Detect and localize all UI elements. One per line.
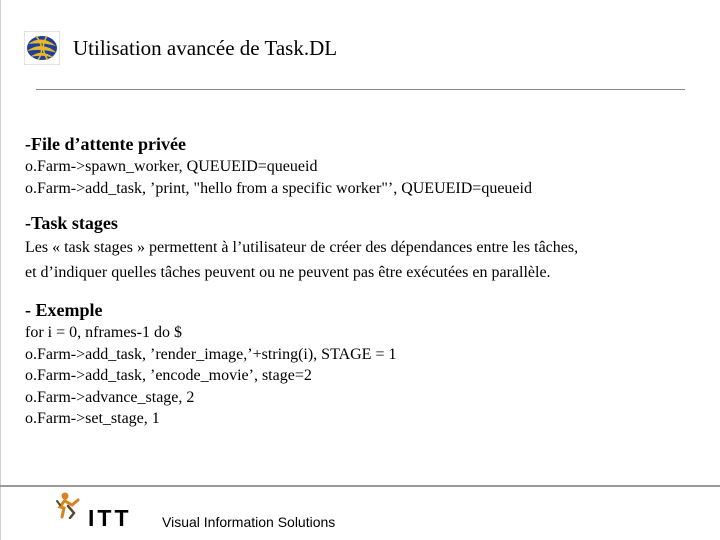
section-private-queue [25, 132, 700, 199]
itt-figure-logo-icon [56, 491, 82, 519]
section-task-stages [25, 211, 700, 285]
section-example [25, 298, 700, 430]
slide-body [25, 132, 700, 430]
section-heading: - Exemple [25, 300, 103, 320]
slide-border [0, 0, 1, 540]
paragraph-line: Les « task stages » permettent à l’utilisateur de créer des dépendances entre les tâches, [25, 239, 579, 256]
code-line: o.Farm->add_task, ’render_image,’+string(i), STAGE = 1 [25, 345, 397, 363]
brand-tagline: Visual Information Solutions [162, 514, 336, 530]
code-line: o.Farm->add_task, ’encode_movie’, stage=2 [25, 367, 312, 384]
code-line: for i = 0, nframes-1 do $ [25, 324, 182, 341]
code-line: o.Farm->add_task, ’print, "hello from a specific worker"’, QUEUEID=queueid [25, 179, 532, 197]
footer-divider [0, 485, 720, 487]
code-line: o.Farm->spawn_worker, QUEUEID=queueid [25, 158, 318, 175]
paragraph-line: et d’indiquer quelles tâches peuvent ou ne peuvent pas être exécutées en parallèle. [25, 264, 551, 281]
brand-name: ITT [88, 505, 132, 531]
section-heading: -File d’attente privée [25, 134, 186, 154]
title-divider [36, 89, 685, 90]
section-heading: -Task stages [25, 213, 118, 233]
globe-logo-icon [24, 31, 60, 65]
code-line: o.Farm->set_stage, 1 [25, 410, 160, 427]
slide-title: Utilisation avancée de Task.DL [73, 36, 338, 60]
code-line: o.Farm->advance_stage, 2 [25, 388, 195, 406]
